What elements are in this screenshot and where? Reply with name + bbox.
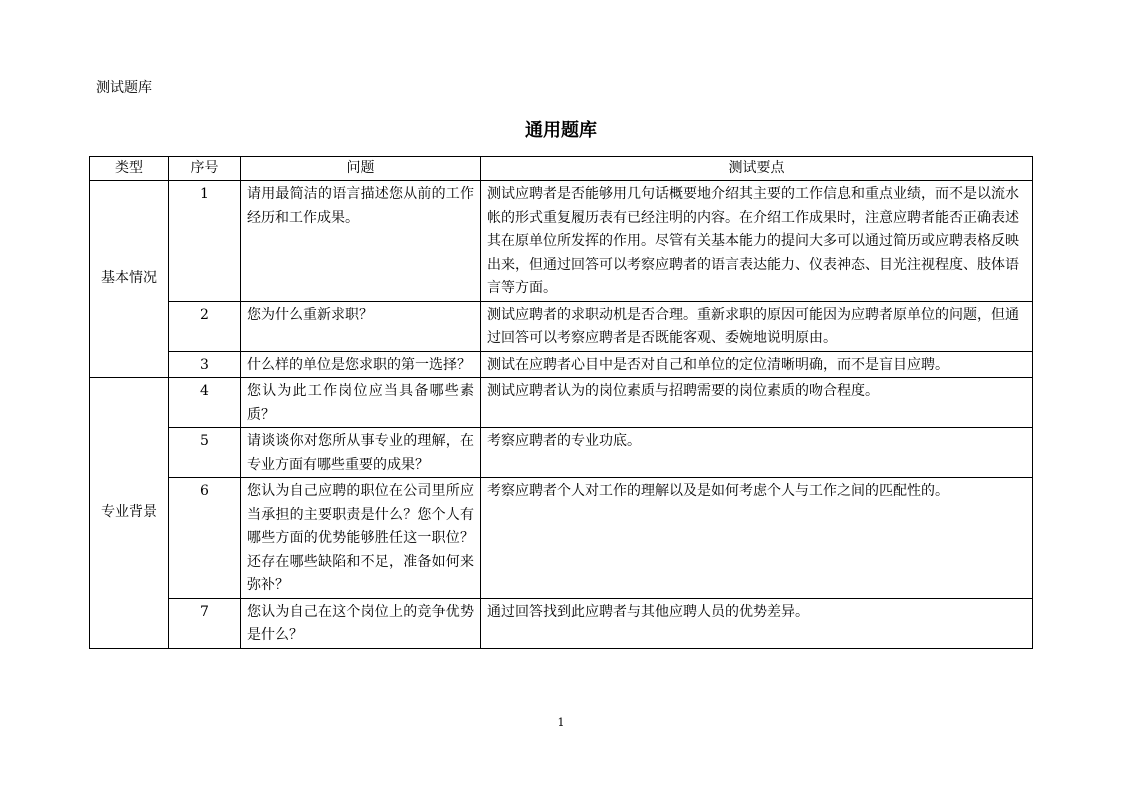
test-point-cell: 测试应聘者的求职动机是否合理。重新求职的原因可能因为应聘者原单位的问题，但通过回答可以考察应聘者是否既能客观、委婉地说明原由。	[481, 301, 1033, 351]
column-header-number: 序号	[169, 157, 241, 181]
row-number: 1	[169, 181, 241, 302]
row-number: 4	[169, 378, 241, 428]
question-cell: 您认为自己应聘的职位在公司里所应当承担的主要职责是什么？您个人有哪些方面的优势能够胜任这一职位？还存在哪些缺陷和不足，准备如何来弥补？	[241, 478, 481, 599]
row-number: 7	[169, 598, 241, 648]
category-cell: 专业背景	[90, 378, 169, 649]
row-number: 2	[169, 301, 241, 351]
document-header: 测试题库	[96, 80, 152, 96]
table-row	[90, 378, 1033, 428]
column-header-test-point: 测试要点	[481, 157, 1033, 181]
row-number: 6	[169, 478, 241, 599]
question-cell: 请谈谈你对您所从事专业的理解，在专业方面有哪些重要的成果？	[241, 428, 481, 478]
question-cell: 您认为自己在这个岗位上的竞争优势是什么？	[241, 598, 481, 648]
row-number: 3	[169, 351, 241, 378]
test-point-cell: 测试应聘者认为的岗位素质与招聘需要的岗位素质的吻合程度。	[481, 378, 1033, 428]
column-header-type: 类型	[90, 157, 169, 181]
page-title: 通用题库	[525, 120, 597, 141]
test-point-cell: 测试应聘者是否能够用几句话概要地介绍其主要的工作信息和重点业绩，而不是以流水帐的形式重复履历表有已经注明的内容。在介绍工作成果时，注意应聘者能否正确表述其在原单位所发挥的作用。尽管有关基本能力的提问大多可以通过简历或应聘表格反映出来，但通过回答可以考察应聘者的语言表达能力、仪表神态、目光注视程度、肢体语言等方面。	[481, 181, 1033, 302]
test-point-cell: 考察应聘者个人对工作的理解以及是如何考虑个人与工作之间的匹配性的。	[481, 478, 1033, 599]
table-row	[90, 351, 1033, 378]
table-row	[90, 478, 1033, 599]
test-point-cell: 通过回答找到此应聘者与其他应聘人员的优势差异。	[481, 598, 1033, 648]
test-point-cell: 考察应聘者的专业功底。	[481, 428, 1033, 478]
table-row	[90, 181, 1033, 302]
question-cell: 您认为此工作岗位应当具备哪些素质？	[241, 378, 481, 428]
question-bank-table	[89, 156, 1033, 649]
row-number: 5	[169, 428, 241, 478]
table-row	[90, 428, 1033, 478]
page-number: 1	[557, 716, 565, 729]
question-cell: 您为什么重新求职？	[241, 301, 481, 351]
test-point-cell: 测试在应聘者心目中是否对自己和单位的定位清晰明确，而不是盲目应聘。	[481, 351, 1033, 378]
column-header-question: 问题	[241, 157, 481, 181]
table-header-row	[90, 157, 1033, 181]
table-row	[90, 598, 1033, 648]
question-cell: 请用最简洁的语言描述您从前的工作经历和工作成果。	[241, 181, 481, 302]
table-row	[90, 301, 1033, 351]
question-cell: 什么样的单位是您求职的第一选择？	[241, 351, 481, 378]
category-cell: 基本情况	[90, 181, 169, 378]
